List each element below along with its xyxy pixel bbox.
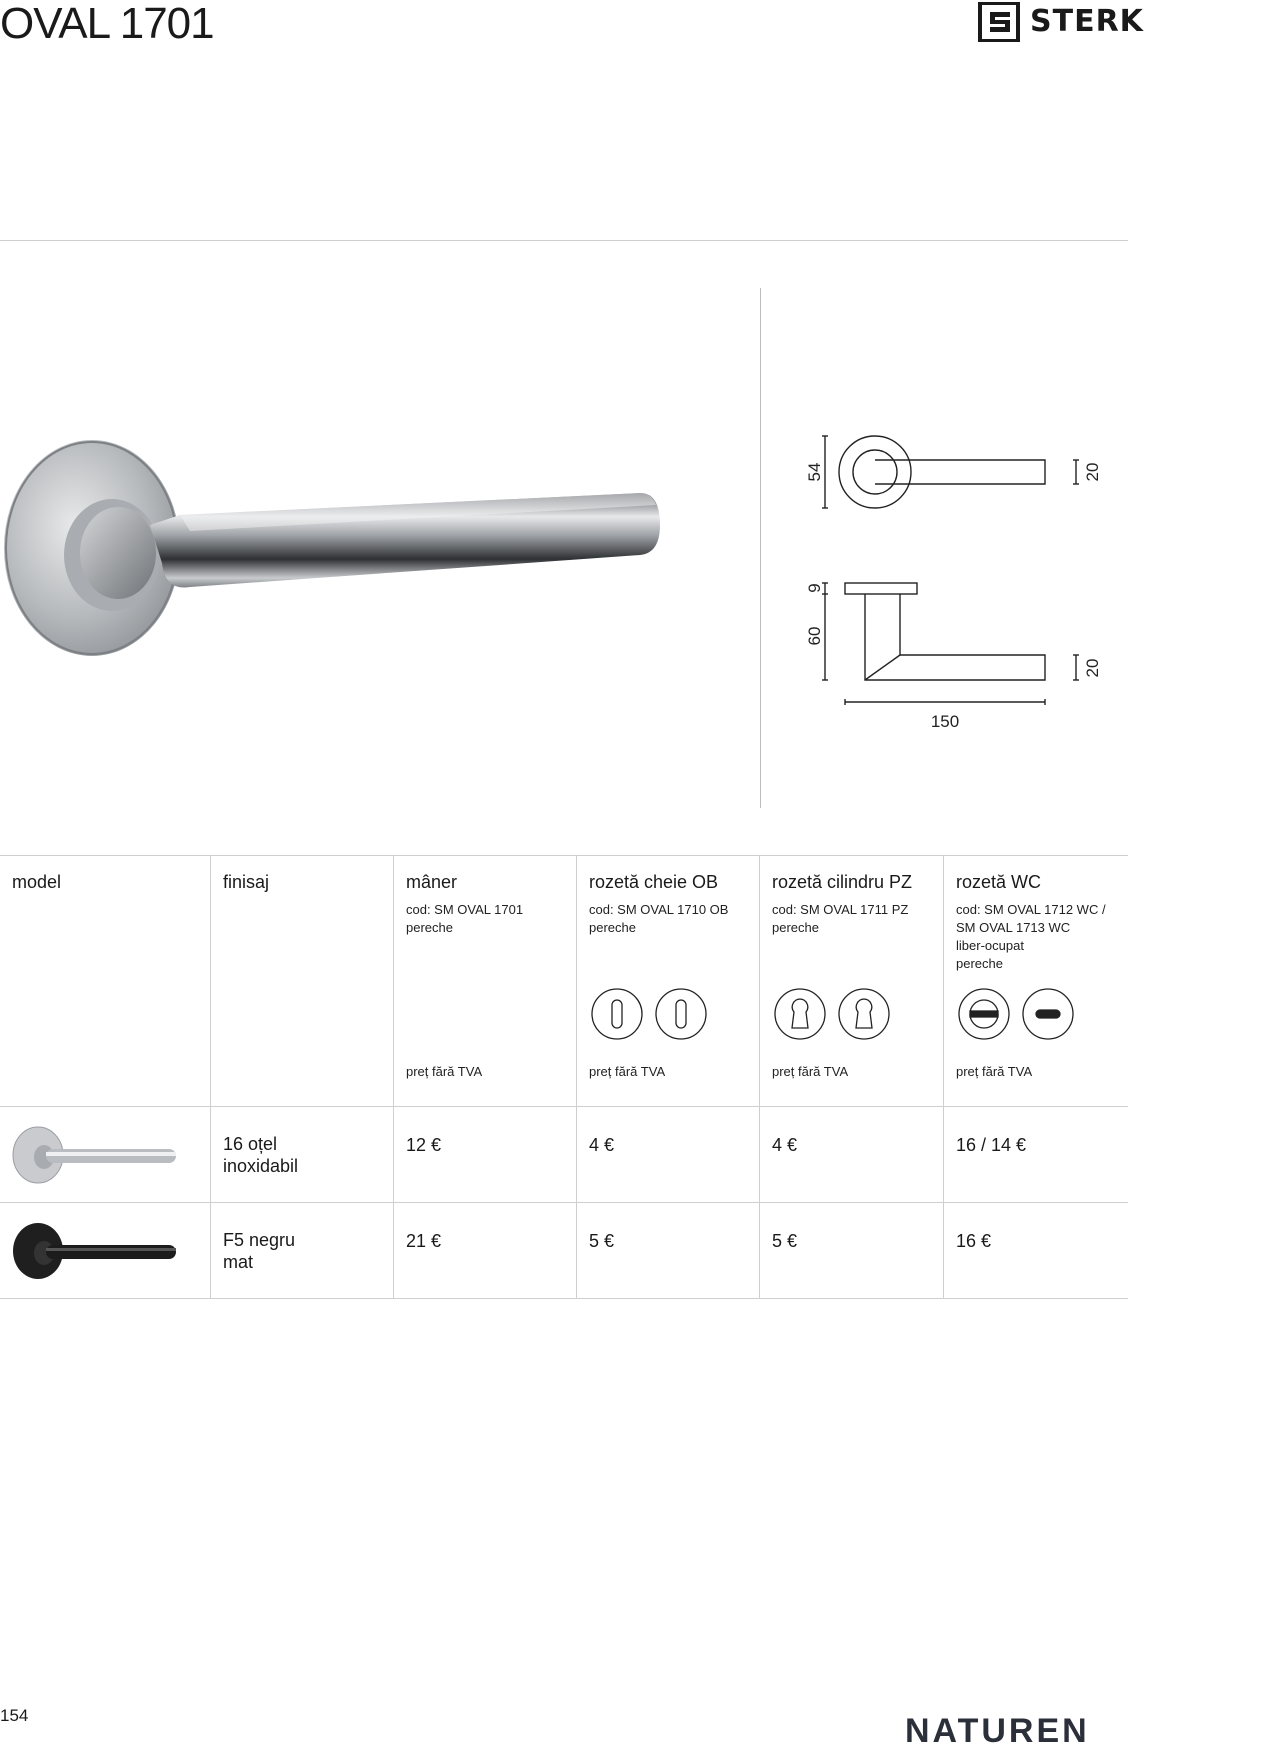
- product-code: cod: SM OVAL 1701: [406, 902, 524, 917]
- col-code-block: [589, 901, 759, 937]
- col-code-block: [406, 901, 576, 937]
- price-note: preț fără TVA: [406, 1064, 483, 1079]
- col-handle: [393, 856, 577, 1106]
- product-code: cod: SM OVAL 1711 PZ: [772, 902, 909, 917]
- col-label: model: [12, 872, 62, 892]
- price-note: preț fără TVA: [589, 1064, 666, 1079]
- sterk-logo: [978, 2, 1144, 42]
- sterk-mark-icon: [978, 2, 1022, 42]
- technical-drawing: [780, 420, 1120, 740]
- price-note: preț fără TVA: [956, 1064, 1033, 1079]
- header-divider: [0, 240, 1128, 241]
- dim-lever-height-top: 20: [1083, 462, 1102, 482]
- table-bottom-rule: [0, 1298, 1128, 1299]
- page-title: OVAL 1701: [0, 0, 214, 48]
- drawing-divider: [760, 288, 761, 808]
- col-label: rozetă cheie OB: [589, 872, 719, 892]
- table-row: [0, 1202, 1128, 1298]
- dim-rose-diameter: 54: [805, 462, 824, 482]
- col-code-block: [772, 901, 942, 937]
- price-handle: 21 €: [406, 1231, 442, 1251]
- product-unit: pereche: [589, 920, 636, 935]
- finish-name: 16 oțel inoxidabil: [223, 1134, 299, 1176]
- dim-length: 150: [930, 712, 960, 731]
- product-code: cod: SM OVAL 1710 OB: [589, 902, 729, 917]
- product-unit: pereche: [772, 920, 819, 935]
- product-photo-lever-handle: [0, 435, 660, 665]
- dim-rose-thickness: 9: [805, 583, 824, 593]
- col-label: rozetă cilindru PZ: [772, 872, 913, 892]
- price-cylinder-rosette: 5 €: [772, 1231, 798, 1251]
- steel-handle-thumbnail: [10, 1125, 180, 1185]
- page-number: 154: [0, 1706, 29, 1725]
- product-unit: pereche: [406, 920, 453, 935]
- product-code: cod: SM OVAL 1712 WC / SM OVAL 1713 WC: [956, 902, 1106, 935]
- col-finish: [210, 856, 394, 1106]
- finish-name: F5 negru mat: [223, 1230, 296, 1272]
- price-wc-rosette: 16 / 14 €: [956, 1135, 1027, 1155]
- table-header-row: [0, 855, 1128, 1106]
- col-label: mâner: [406, 872, 458, 892]
- price-cylinder-rosette: 4 €: [772, 1135, 798, 1155]
- cylinder-rosette-icon: [772, 986, 942, 1042]
- price-table: [0, 855, 1128, 1299]
- price-note: preț fără TVA: [772, 1064, 849, 1079]
- naturen-logo: NATUREN: [905, 1712, 1090, 1750]
- dim-lever-height-side: 20: [1083, 658, 1102, 678]
- price-handle: 12 €: [406, 1135, 442, 1155]
- col-model: [0, 856, 210, 1106]
- col-key-rosette: [576, 856, 760, 1106]
- product-unit: pereche: [956, 956, 1003, 971]
- table-row: [0, 1106, 1128, 1202]
- black-handle-thumbnail: [10, 1221, 180, 1281]
- product-extra: liber-ocupat: [956, 938, 1024, 953]
- model-thumb-cell: [0, 1107, 210, 1202]
- col-cylinder-rosette: [759, 856, 944, 1106]
- col-label: finisaj: [223, 872, 270, 892]
- col-code-block: [956, 901, 1126, 973]
- col-wc-rosette: [943, 856, 1129, 1106]
- price-key-rosette: 4 €: [589, 1135, 615, 1155]
- brand-name: STERK: [1030, 4, 1144, 39]
- dim-projection: 60: [805, 626, 824, 646]
- model-thumb-cell: [0, 1203, 210, 1298]
- price-key-rosette: 5 €: [589, 1231, 615, 1251]
- price-wc-rosette: 16 €: [956, 1231, 992, 1251]
- wc-rosette-icon: [956, 986, 1126, 1042]
- col-label: rozetă WC: [956, 872, 1042, 892]
- key-rosette-icon: [589, 986, 759, 1042]
